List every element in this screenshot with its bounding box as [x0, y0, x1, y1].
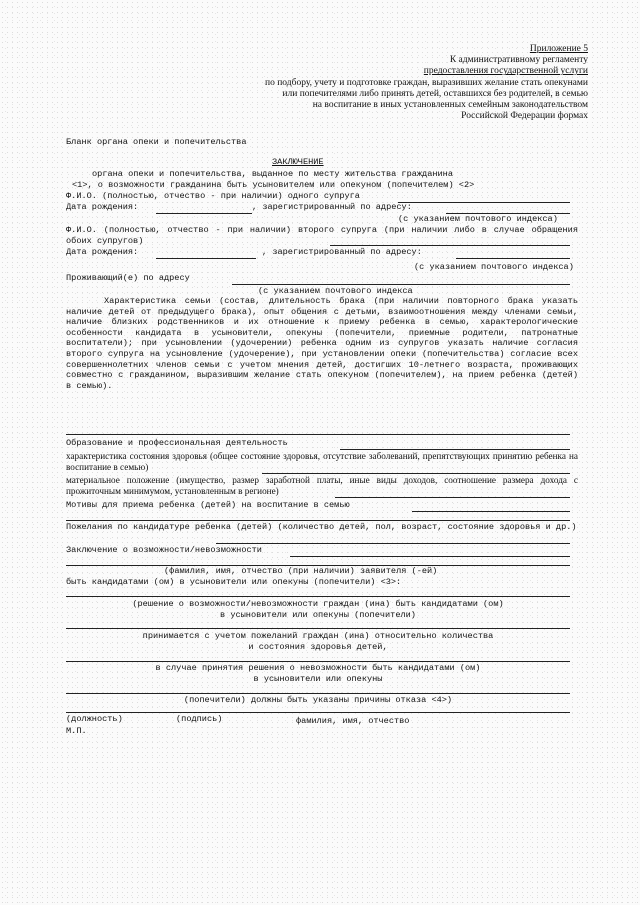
- residing-line: [232, 284, 570, 285]
- document-title: ЗАКЛЮЧЕНИЕ: [272, 157, 324, 167]
- position-label: (должность): [66, 714, 123, 724]
- wishes-label: Пожелания по кандидатуре ребенка (детей) (количество детей, пол, возраст, состояние здоровья и др.): [66, 522, 577, 532]
- health-label: характеристика состояния здоровья (общее состояние здоровья, отсутствие заболеваний, препятствующих принятию ребенка на воспитание в семью): [66, 451, 578, 472]
- appendix-line: К административному регламенту: [449, 55, 588, 66]
- accepted-note-1: принимается с учетом пожеланий граждан (ина) относительно количества: [142, 631, 494, 641]
- accepted-line: [66, 628, 570, 629]
- reg2-line: [456, 258, 570, 259]
- material-line: [335, 497, 570, 498]
- name-label: фамилия, имя, отчество: [296, 716, 410, 726]
- health-line: [262, 473, 570, 474]
- fio-spouse2-line: [330, 245, 570, 246]
- refusal-reason-note: (попечители) должны быть указаны причины отказа <4>): [183, 695, 453, 705]
- decision-line: [66, 596, 570, 597]
- appendix-line: на воспитание в иных установленных семейным законодательством: [312, 100, 588, 111]
- signature-label: (подпись): [176, 714, 223, 724]
- blank-label: Бланк органа опеки и попечительства: [66, 137, 247, 147]
- education-line: [340, 449, 570, 450]
- intro-line: органа опеки и попечительства, выданное по месту жительства гражданина: [92, 169, 453, 179]
- fio-spouse1-label: Ф.И.О. (полностью, отчество - при наличии) одного супруга: [66, 191, 360, 201]
- residing-label: Проживающий(е) по адресу: [66, 273, 190, 283]
- decision-note-2: в усыновители или опекуны (попечители): [220, 609, 416, 620]
- refusal-line: [66, 661, 570, 662]
- decision-note: [66, 599, 570, 620]
- appendix-line: Российской Федерации формах: [461, 111, 588, 122]
- appendix-line: или попечителями либо принять детей, оставшихся без родителей, в семью: [282, 88, 588, 99]
- fio-spouse2-label: Ф.И.О. (полностью, отчество - при наличии) второго супруга (при наличии либо в случае обращения обоих супругов): [66, 225, 578, 246]
- accepted-note-2: и состояния здоровья детей,: [248, 641, 388, 652]
- dob2-label: Дата рождения:: [66, 247, 139, 257]
- accepted-note: [66, 631, 570, 652]
- be-candidates-label: быть кандидатами (ом) в усыновители или опекуны (попечители) <3>:: [66, 577, 402, 587]
- motives-line-2: [66, 520, 570, 521]
- motives-line: [412, 511, 570, 512]
- education-label: Образование и профессиональная деятельность: [66, 438, 288, 448]
- refusal-line-2: [66, 693, 570, 694]
- refusal-note: [66, 663, 570, 684]
- postal-index-note: (с указанием почтового индекса): [398, 214, 558, 224]
- appendix-header: [168, 44, 588, 122]
- motives-label: Мотивы для приема ребенка (детей) на воспитание в семью: [66, 500, 350, 510]
- refusal-note-1: в случае принятия решения о невозможности быть кандидатами (ом): [155, 663, 481, 673]
- postal-index-note: (с указанием почтового индекса: [258, 286, 413, 296]
- fio-spouse1-line: [398, 202, 570, 203]
- postal-index-note: (с указанием почтового индекса): [414, 262, 574, 272]
- wishes-line: [216, 543, 570, 544]
- dob1-line: [156, 213, 252, 214]
- conclusion-line: [290, 556, 570, 557]
- conclusion-label: Заключение о возможности/невозможности: [66, 545, 262, 555]
- seal-mark: М.П.: [66, 726, 87, 736]
- appendix-line: предоставления государственной услуги: [423, 66, 588, 77]
- refusal-note-2: в усыновители или опекуны: [253, 673, 383, 684]
- reg2-label: , зарегистрированный по адресу:: [262, 247, 422, 257]
- characteristic-line: [66, 434, 570, 435]
- appendix-line: по подбору, учету и подготовке граждан, выразивших желание стать опекунами: [265, 77, 588, 88]
- applicant-fio-note: (фамилия, имя, отчество (при наличии) заявителя (-ей): [164, 566, 438, 576]
- dob2-line: [156, 258, 256, 259]
- material-label: материальное положение (имущество, размер заработной платы, иные виды доходов, соотношение размера дохода с прожиточным минимумом, установленным в регионе): [66, 475, 578, 496]
- family-characteristic: Характеристика семьи (состав, длительность брака (при наличии повторного брака указать наличие детей от предыдущего брака), опыт общения с детьми, взаимоотношения между членами семьи, наличие близких родственников и их отношение к приему ребенка в семью, характерологические особенности кандидата в усыновители, опекуны (попечители, приемные родители, патронатные воспитатели); при усыновлении (удочерении) ребенка одним из супругов указать наличие согласия второго супруга на усыновление (удочерение), при установлении опеки (попечительства) согласие всех совершеннолетних членов семьи с учетом мнения детей, достигших 10-летнего возраста, проживающих совместно с гражданином, выразившим желание стать опекуном (попечителем), на прием ребенка (детей) в семью).: [66, 296, 578, 391]
- signature-line: [66, 712, 570, 713]
- intro-line: <1>, о возможности гражданина быть усыновителем или опекуном (попечителем) <2>: [72, 180, 475, 190]
- reg1-label: , зарегистрированный по адресу:: [252, 202, 412, 212]
- appendix-number: Приложение 5: [529, 44, 588, 54]
- decision-note-1: (решение о возможности/невозможности граждан (ина) быть кандидатами (ом): [132, 599, 504, 609]
- dob1-label: Дата рождения:: [66, 202, 139, 212]
